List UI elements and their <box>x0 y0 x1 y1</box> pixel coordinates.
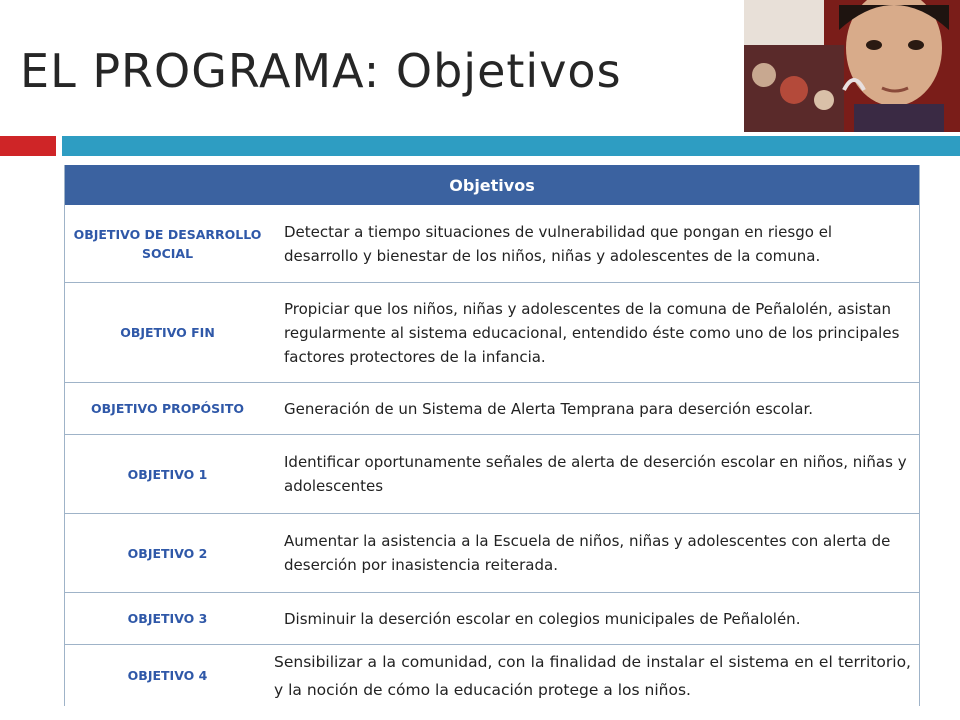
table-row <box>65 514 919 593</box>
row-text: Generación de un Sistema de Alerta Temprana para deserción escolar. <box>284 399 814 418</box>
slide-title: EL PROGRAMA: Objetivos <box>20 44 622 98</box>
table-row <box>65 593 919 645</box>
table-row <box>65 205 919 283</box>
table-row <box>65 283 919 383</box>
table-row <box>65 383 919 435</box>
row-text: Identificar oportunamente señales de alerta de deserción escolar en niños, niñas y adolescentes <box>284 453 907 495</box>
row-label: OBJETIVO 4 <box>127 668 208 683</box>
row-label: OBJETIVO 2 <box>127 545 208 561</box>
row-text: Sensibilizar a la comunidad, con la finalidad de instalar el sistema en el territorio, y la noción de cómo la educación protege a los niños. <box>274 652 911 699</box>
table-header: Objetivos <box>65 165 919 205</box>
row-label: OBJETIVO 3 <box>127 611 208 626</box>
table-row <box>65 645 919 706</box>
row-text: Detectar a tiempo situaciones de vulnerabilidad que pongan en riesgo el desarrollo y bienestar de los niños, niñas y adolescentes de la comuna. <box>284 222 833 265</box>
row-label: OBJETIVO 1 <box>127 466 208 482</box>
row-label: OBJETIVO FIN <box>120 325 215 340</box>
row-text: Propiciar que los niños, niñas y adolescentes de la comuna de Peñalolén, asistan regularmente al sistema educacional, entendido éste como uno de los principales factores protectores de la infancia. <box>284 299 900 366</box>
objectives-table <box>64 165 920 706</box>
child-photo <box>744 0 960 132</box>
accent-bar-red <box>0 136 56 156</box>
child-photo-illustration <box>744 0 960 132</box>
row-text: Aumentar la asistencia a la Escuela de niños, niñas y adolescentes con alerta de deserción por inasistencia reiterada. <box>284 532 891 574</box>
accent-bar-blue <box>62 136 960 156</box>
row-label: OBJETIVO PROPÓSITO <box>91 401 244 416</box>
row-text: Disminuir la deserción escolar en colegios municipales de Peñalolén. <box>284 609 801 628</box>
row-label: OBJETIVO DE DESARROLLO SOCIAL <box>73 226 262 261</box>
table-row <box>65 435 919 514</box>
